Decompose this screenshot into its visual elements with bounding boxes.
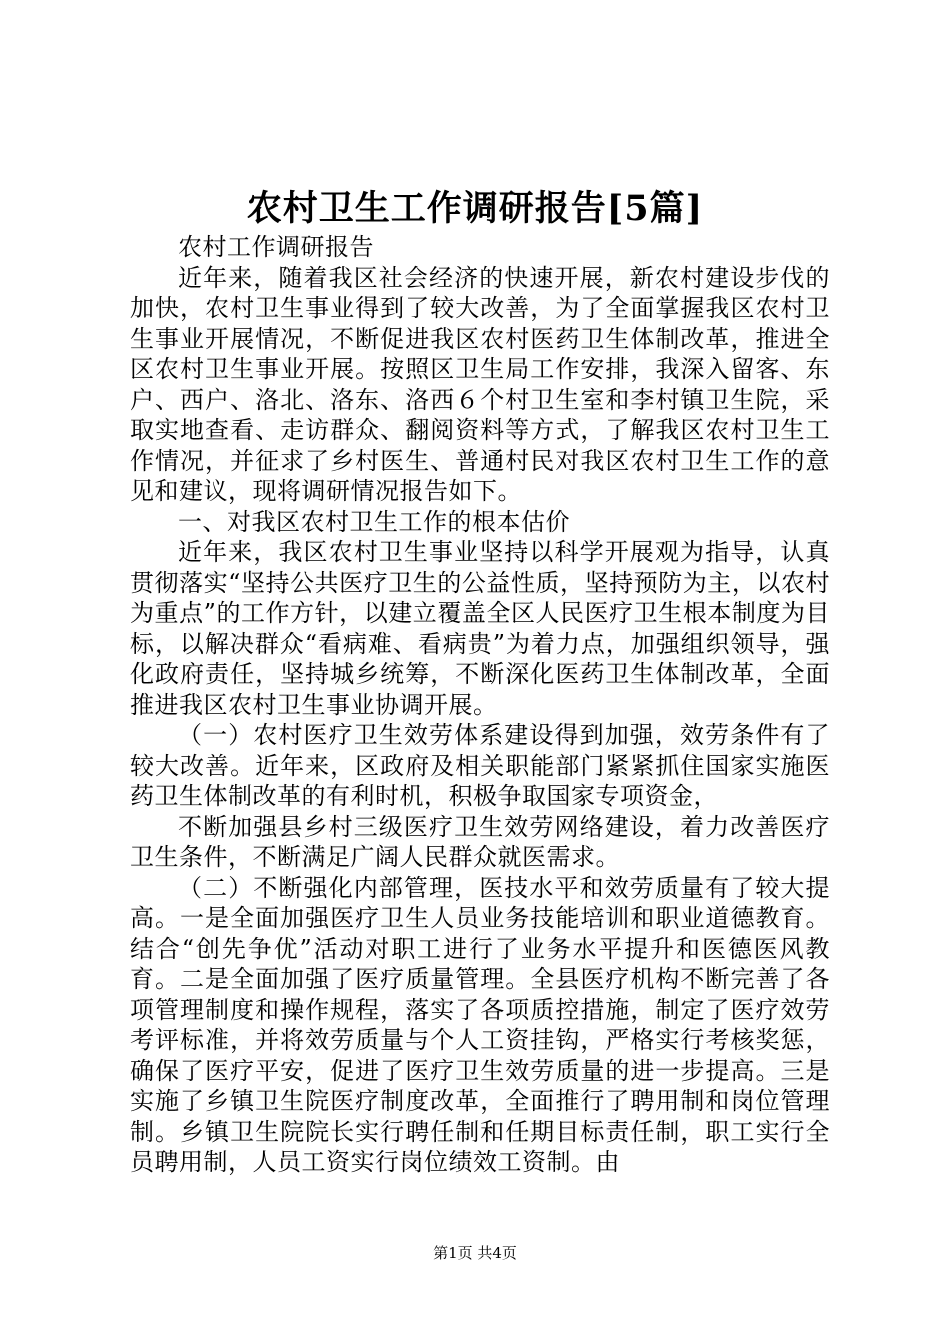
document-title: 农村卫生工作调研报告[5篇] — [246, 188, 704, 229]
paragraph-overview: 近年来，我区农村卫生事业坚持以科学开展观为指导，认真贯彻落实“坚持公共医疗卫生的公益性质，坚持预防为主，以农村为重点”的工作方针，以建立覆盖全区人民医疗卫生根本制度为目标，以解决群众“看病难、看病贵”为着力点，加强组织领导，强化政府责任，坚持城乡统筹，不断深化医药卫生体制改革，全面推进我区农村卫生事业协调开展。 — [130, 538, 830, 719]
document-subtitle: 农村工作调研报告 — [178, 233, 374, 261]
paragraph-point-1: （一）农村医疗卫生效劳体系建设得到加强，效劳条件有了较大改善。近年来，区政府及相关职能部门紧紧抓住国家实施医药卫生体制改革的有利时机，积极争取国家专项资金， — [130, 721, 830, 810]
paragraph-intro: 近年来，随着我区社会经济的快速开展，新农村建设步伐的加快，农村卫生事业得到了较大改善，为了全面掌握我区农村卫生事业开展情况，不断促进我区农村医药卫生体制改革，推进全区农村卫生事业开展。按照区卫生局工作安排，我深入留客、东户、西户、洛北、洛东、洛西６个村卫生室和李村镇卫生院，采取实地查看、走访群众、翻阅资料等方式，了解我区农村卫生工作情况，并征求了乡村医生、普通村民对我区农村卫生工作的意见和建议，现将调研情况报告如下。 — [130, 263, 830, 505]
page-footer: 第1页 共4页 — [433, 1244, 517, 1262]
paragraph-point-2: （二）不断强化内部管理，医技水平和效劳质量有了较大提高。一是全面加强医疗卫生人员业务技能培训和职业道德教育。结合“创先争优”活动对职工进行了业务水平提升和医德医风教育。二是全面加强了医疗质量管理。全县医疗机构不断完善了各项管理制度和操作规程，落实了各项质控措施，制定了医疗效劳考评标准，并将效劳质量与个人工资挂钩，严格实行考核奖惩，确保了医疗平安，促进了医疗卫生效劳质量的进一步提高。三是实施了乡镇卫生院医疗制度改革，全面推行了聘用制和岗位管理制。乡镇卫生院院长实行聘任制和任期目标责任制，职工实行全员聘用制，人员工资实行岗位绩效工资制。由 — [130, 873, 830, 1176]
section-heading-1: 一、对我区农村卫生工作的根本估价 — [178, 507, 570, 536]
document-body — [130, 232, 830, 1178]
paragraph-point-1-cont: 不断加强县乡村三级医疗卫生效劳网络建设，着力改善医疗卫生条件，不断满足广阔人民群众就医需求。 — [130, 812, 830, 871]
